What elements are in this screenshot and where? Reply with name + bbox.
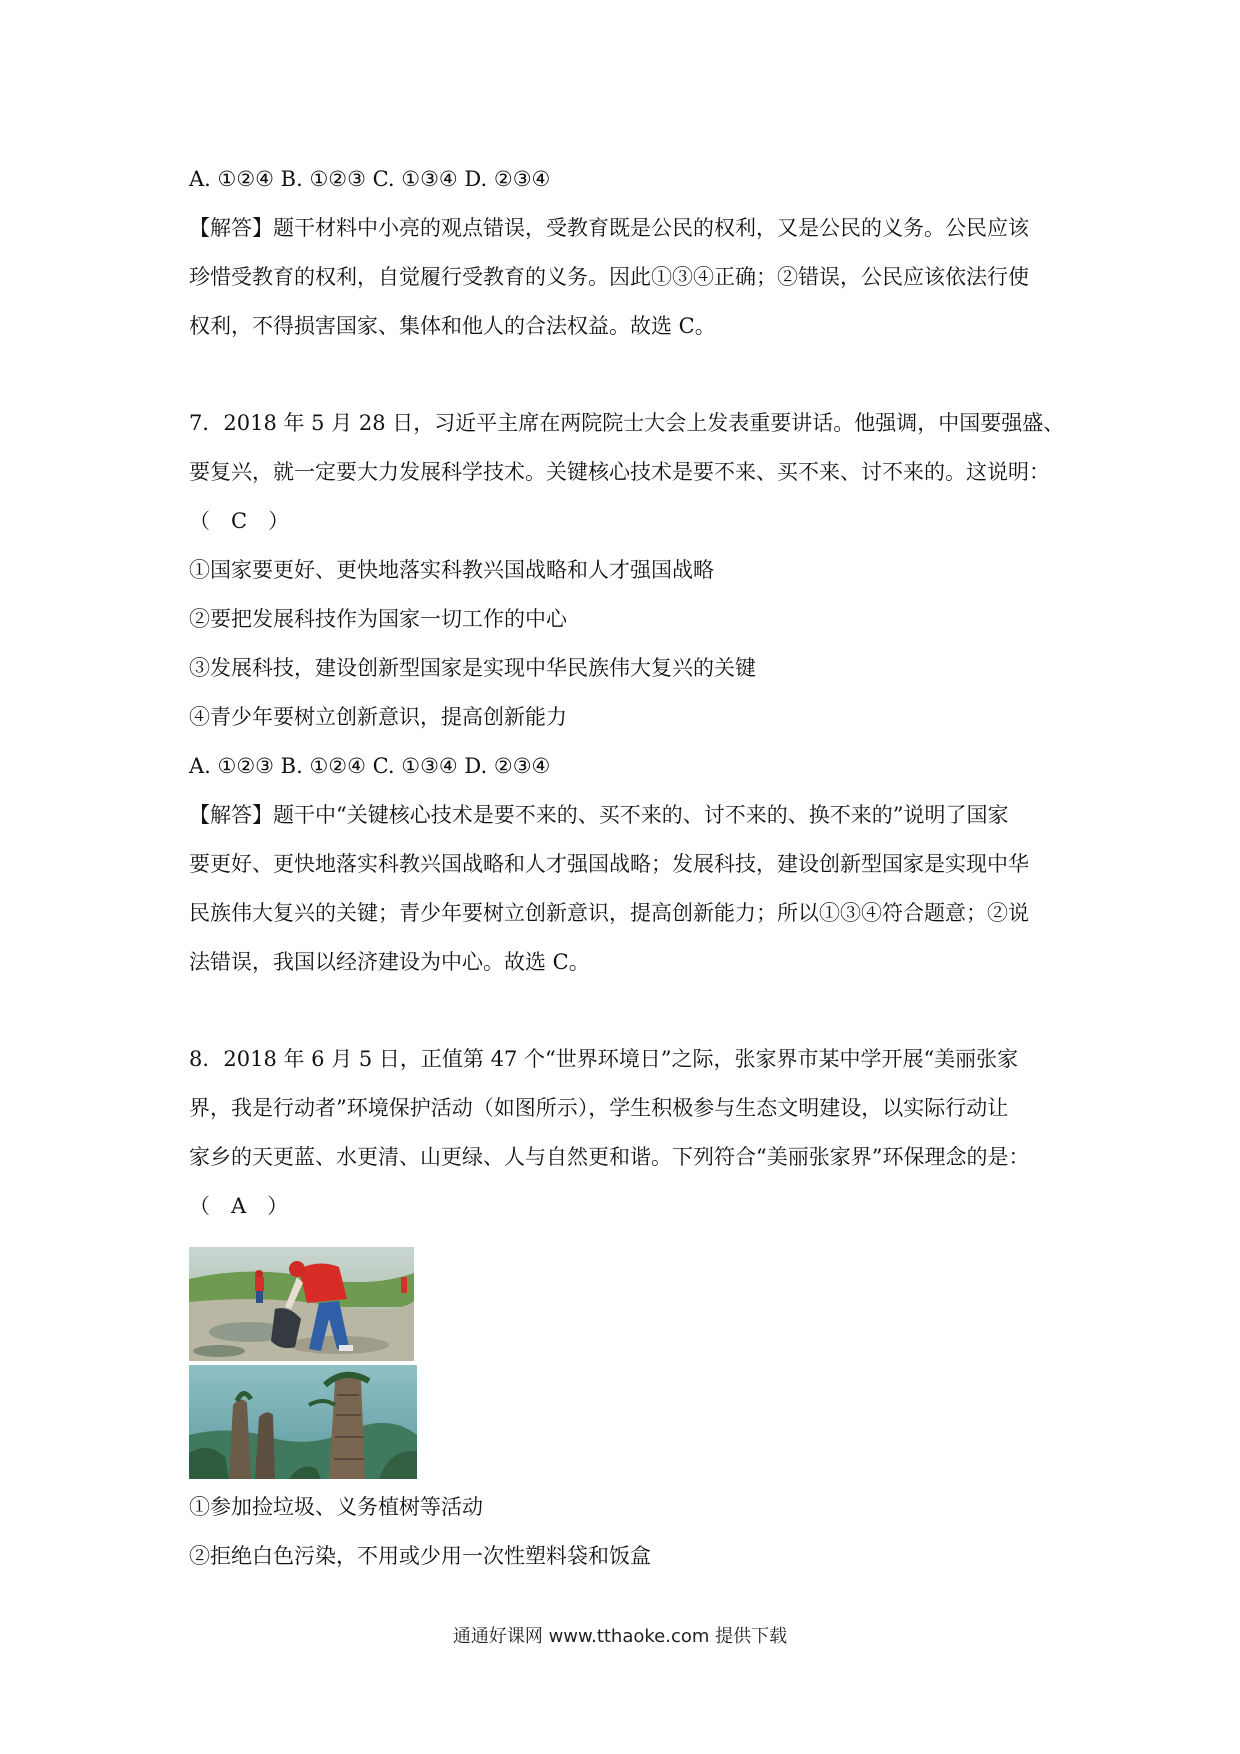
spacer	[189, 987, 1069, 1035]
spacer	[189, 351, 1069, 399]
q8-stem-line-2: 界，我是行动者”环境保护活动（如图所示），学生积极参与生态文明建设，以实际行动让	[189, 1096, 1009, 1120]
q8-answer-blank: （ A ）	[189, 1194, 289, 1218]
zhangjiajie-mountains-photo	[189, 1365, 417, 1479]
q7-options: A. ①②③ B. ①②④ C. ①③④ D. ②③④	[189, 754, 551, 778]
page-content	[189, 155, 1069, 1581]
q7-answer-line-1: 【解答】题干中“关键核心技术是要不来的、买不来的、讨不来的、换不来的”说明了国家	[189, 803, 1009, 827]
q7-answer-line-3: 民族伟大复兴的关键；青少年要树立创新意识，提高创新能力；所以①③④符合题意；②说	[189, 901, 1029, 925]
q8-photos	[189, 1247, 1069, 1479]
q7-answer-line-4: 法错误，我国以经济建设为中心。故选 C。	[189, 950, 590, 974]
q7-stem-line-2: 要复兴，就一定要大力发展科学技术。关键核心技术是要不来、买不来、讨不来的。这说明：	[189, 460, 1050, 484]
q7-item-1: ①国家要更好、更快地落实科教兴国战略和人才强国战略	[189, 558, 714, 582]
q6-options: A. ①②④ B. ①②③ C. ①③④ D. ②③④	[189, 167, 551, 191]
q6-answer-line-2: 珍惜受教育的权利，自觉履行受教育的义务。因此①③④正确；②错误，公民应该依法行使	[189, 265, 1029, 289]
q7-item-4: ④青少年要树立创新意识，提高创新能力	[189, 705, 567, 729]
q8-item-2: ②拒绝白色污染，不用或少用一次性塑料袋和饭盒	[189, 1544, 651, 1568]
q8-stem-line-3: 家乡的天更蓝、水更清、山更绿、人与自然更和谐。下列符合“美丽张家界”环保理念的是：	[189, 1145, 1030, 1169]
q7-item-3: ③发展科技，建设创新型国家是实现中华民族伟大复兴的关键	[189, 656, 756, 680]
page-footer: 通通好课网 www.tthaoke.com 提供下载	[452, 1626, 788, 1647]
q7-answer-line-2: 要更好、更快地落实科教兴国战略和人才强国战略；发展科技，建设创新型国家是实现中华	[189, 852, 1029, 876]
q7-item-2: ②要把发展科技作为国家一切工作的中心	[189, 607, 567, 631]
q8-item-1: ①参加捡垃圾、义务植树等活动	[189, 1495, 483, 1519]
q7-stem-line-1: 7．2018 年 5 月 28 日，习近平主席在两院院士大会上发表重要讲话。他强调，中国要强盛、	[189, 411, 1065, 435]
volunteer-cleanup-photo	[189, 1247, 414, 1361]
q7-answer-blank: （ C ）	[189, 509, 290, 533]
q8-stem-line-1: 8．2018 年 6 月 5 日，正值第 47 个“世界环境日”之际，张家界市某中学开展“美丽张家	[189, 1047, 1019, 1071]
q6-answer-line-3: 权利，不得损害国家、集体和他人的合法权益。故选 C。	[189, 314, 716, 338]
q6-answer-line-1: 【解答】题干材料中小亮的观点错误，受教育既是公民的权利，又是公民的义务。公民应该	[189, 216, 1029, 240]
